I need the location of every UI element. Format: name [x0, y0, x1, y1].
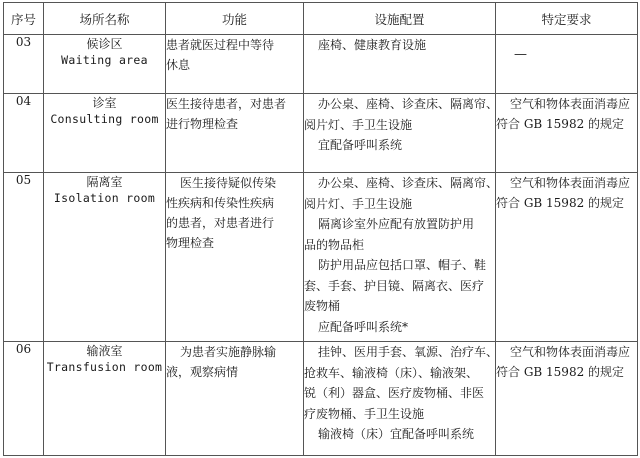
room-name-en: Transfusion room [46, 360, 163, 374]
room-name [44, 94, 166, 173]
requirement-line: 空气和物体表面消毒应 [510, 97, 631, 111]
room-name-zh: 候诊区 [86, 37, 123, 51]
room-name-zh: 输液室 [86, 344, 123, 358]
facility-line: 挂钟、医用手套、氧源、治疗车、 [318, 345, 499, 359]
requirement-line: 符合 GB 15982 的规定 [496, 196, 625, 210]
room-facilities [304, 35, 496, 94]
room-name [44, 173, 166, 342]
row-number: 04 [4, 94, 44, 173]
room-name-zh: 诊室 [92, 96, 117, 110]
room-function [166, 35, 304, 94]
room-name-en: Isolation room [53, 191, 156, 205]
room-requirements [496, 342, 638, 456]
table-row [4, 35, 638, 94]
function-line: 液，观察病情 [166, 365, 239, 379]
header-name: 场所名称 [44, 3, 166, 35]
function-line: 性疾病和传染性疾病 [166, 196, 275, 210]
room-name-zh: 隔离室 [86, 175, 123, 189]
facility-line: 办公桌、座椅、诊查床、隔离帘、 [318, 97, 499, 111]
row-number: 06 [4, 342, 44, 456]
facility-line: 隔离诊室外应配有放置防护用 [318, 217, 475, 231]
facility-line: 阅片灯、手卫生设施 [304, 196, 413, 211]
table-row [4, 342, 638, 456]
facility-line: 套、手套、护目镜、隔离衣、医疗 [304, 278, 485, 293]
room-requirements [496, 173, 638, 342]
facility-line: 品的物品柜 [304, 237, 365, 252]
room-name-en: Consulting room [50, 112, 159, 126]
header-requirements: 特定要求 [496, 3, 638, 35]
function-line: 患者就医过程中等待 [166, 38, 275, 52]
facility-line: 抢救车、输液椅（床）、输液架、 [304, 365, 479, 380]
room-requirements [496, 35, 638, 94]
requirement-line: 符合 GB 15982 的规定 [496, 365, 625, 379]
requirement-line: — [514, 47, 527, 62]
facility-line: 防护用品应包括口罩、帽子、鞋 [318, 258, 487, 272]
room-facilities [304, 173, 499, 342]
facility-line: 锐（利）器盒、医疗废物桶、非医 [304, 386, 485, 400]
function-line: 的患者，对患者进行 [166, 216, 275, 230]
room-facilities [304, 342, 499, 456]
facility-line: 宜配备呼叫系统 [318, 138, 403, 152]
room-name [44, 35, 166, 94]
function-line: 进行物理检查 [166, 117, 239, 131]
row-number: 05 [4, 173, 44, 342]
facility-line: 疗废物桶、手卫生设施 [304, 406, 425, 421]
header-no: 序号 [4, 3, 44, 35]
facility-line: 输液椅（床）宜配备呼叫系统 [318, 427, 475, 441]
function-line: 医生接待患者，对患者 [166, 97, 287, 111]
room-name [44, 342, 166, 456]
facility-line: 废物桶 [304, 299, 341, 313]
facility-line: 阅片灯、手卫生设施 [304, 117, 413, 132]
header-row [4, 3, 638, 35]
function-line: 为患者实施静脉输 [180, 345, 277, 359]
function-line: 休息 [166, 58, 191, 72]
header-facilities: 设施配置 [304, 3, 496, 35]
facility-line: 座椅、健康教育设施 [318, 38, 427, 52]
header-function: 功能 [166, 3, 304, 35]
requirement-line: 空气和物体表面消毒应 [510, 176, 631, 190]
table-row [4, 173, 638, 342]
room-function [166, 173, 304, 342]
room-requirements [496, 94, 638, 173]
facility-line: 办公桌、座椅、诊查床、隔离帘、 [318, 176, 499, 190]
room-facilities [304, 94, 499, 173]
requirement-line: 符合 GB 15982 的规定 [496, 117, 625, 131]
facility-spec-table [3, 2, 638, 456]
facility-line: 应配备呼叫系统* [318, 319, 409, 334]
room-function [166, 342, 304, 456]
requirement-line: 空气和物体表面消毒应 [510, 345, 631, 359]
room-name-en: Waiting area [61, 53, 148, 67]
room-function [166, 94, 304, 173]
function-line: 医生接待疑似传染 [180, 176, 277, 190]
function-line: 物理检查 [166, 236, 215, 250]
row-number: 03 [4, 35, 44, 94]
table-row [4, 94, 638, 173]
